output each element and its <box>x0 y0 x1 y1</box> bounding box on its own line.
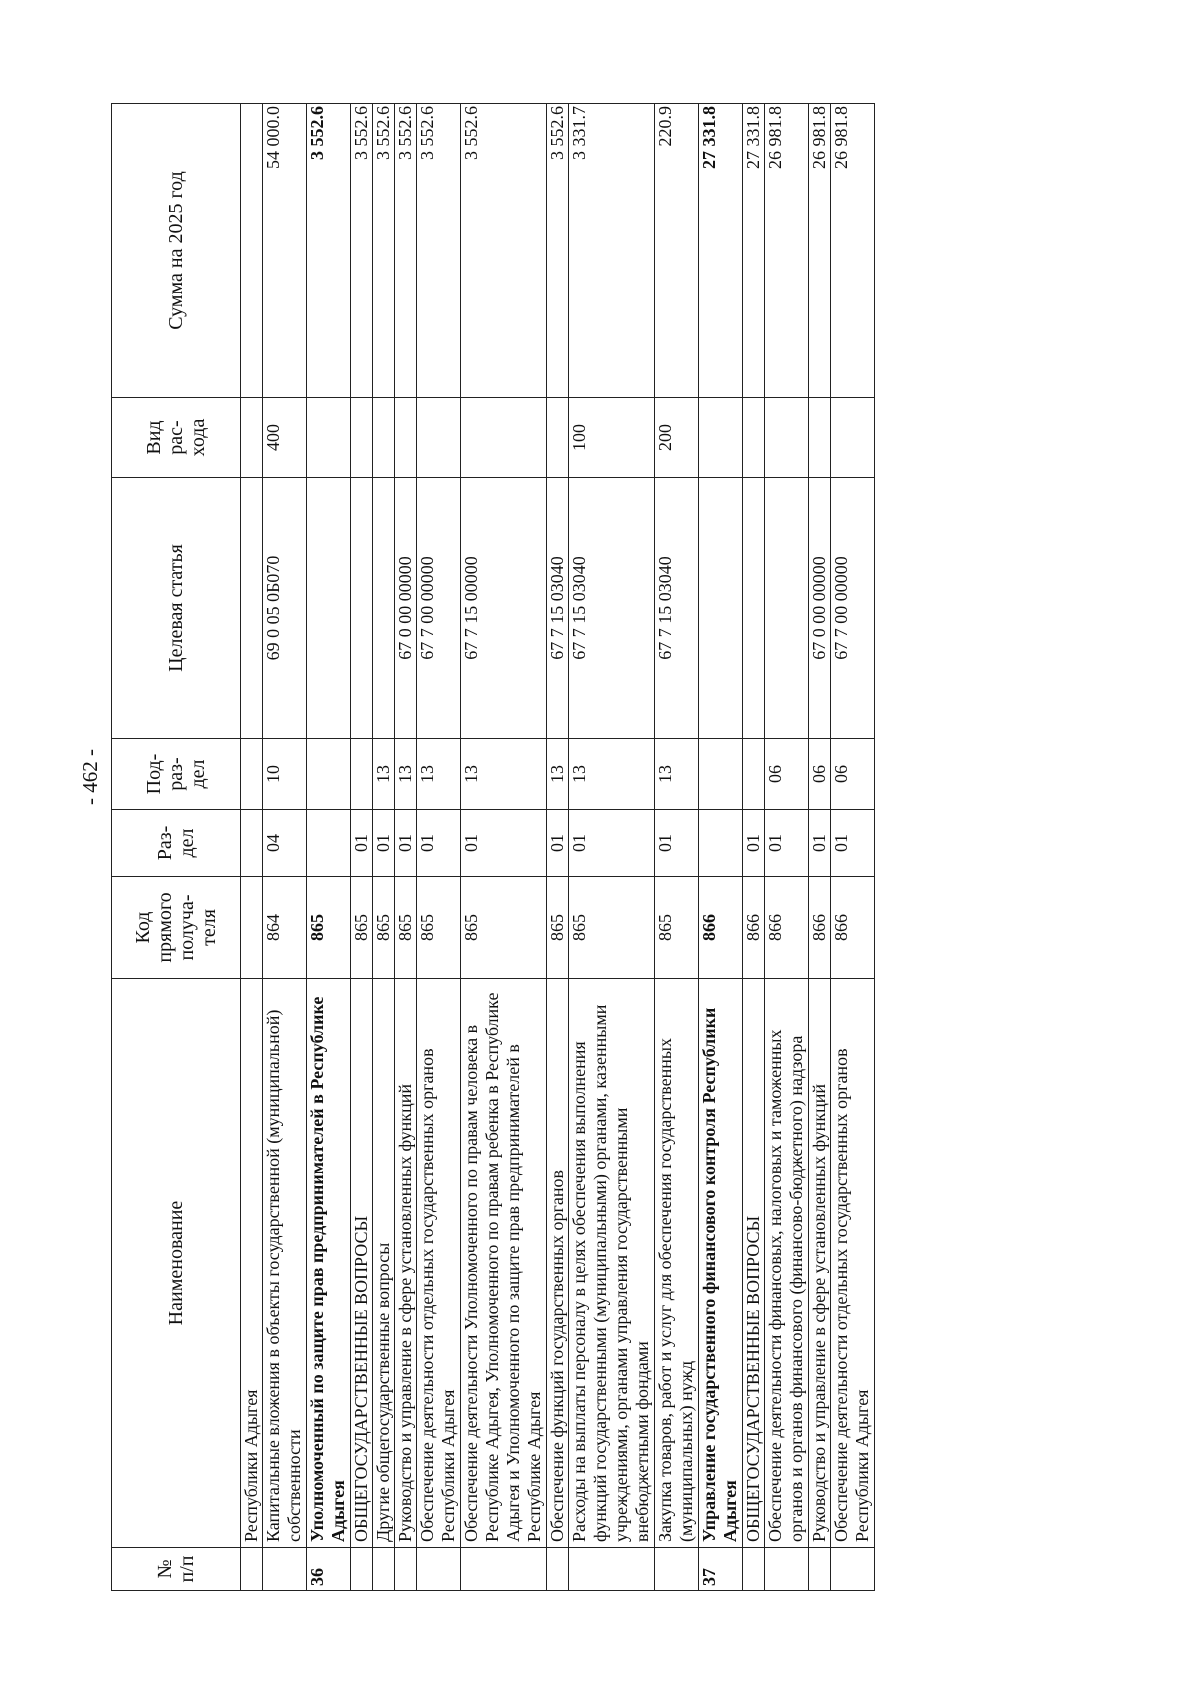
cell-expense-type: 400 <box>263 398 307 478</box>
cell-section: 01 <box>461 810 547 877</box>
cell-subsection <box>699 739 743 810</box>
header-expense-type: Вид рас-хода <box>112 398 241 478</box>
cell-expense-type <box>461 398 547 478</box>
cell-code: 866 <box>765 877 809 979</box>
cell-num <box>547 1548 569 1591</box>
cell-amount: 27 331.8 <box>699 104 743 398</box>
cell-name: Обеспечение функций государственных органов <box>547 979 569 1548</box>
cell-subsection: 06 <box>809 739 831 810</box>
cell-expense-type <box>307 398 351 478</box>
cell-subsection <box>307 739 351 810</box>
cell-section: 01 <box>351 810 373 877</box>
cell-amount <box>241 104 263 398</box>
cell-num: 37 <box>699 1548 743 1591</box>
cell-name: Уполномоченный по защите прав предпринимателей в Республике Адыгея <box>307 979 351 1548</box>
cell-name: Обеспечение деятельности финансовых, налоговых и таможенных органов и органов финансового (финансово-бюджетного) надзора <box>765 979 809 1548</box>
cell-section: 01 <box>547 810 569 877</box>
cell-name: Расходы на выплаты персоналу в целях обеспечения выполнения функций государственными (муниципальными) органами, казенными учреждениями, органами управления государственными внебюджетными фондами <box>569 979 655 1548</box>
cell-expense-type <box>395 398 417 478</box>
cell-section <box>241 810 263 877</box>
cell-section: 04 <box>263 810 307 877</box>
table-row <box>699 104 743 1591</box>
table-row <box>351 104 373 1591</box>
cell-amount: 3 552.6 <box>307 104 351 398</box>
cell-section: 01 <box>655 810 699 877</box>
cell-subsection: 13 <box>569 739 655 810</box>
cell-subsection <box>351 739 373 810</box>
table-row <box>809 104 831 1591</box>
cell-amount: 3 552.6 <box>351 104 373 398</box>
cell-amount: 26 981.8 <box>809 104 831 398</box>
cell-code: 865 <box>307 877 351 979</box>
header-name: Наименование <box>112 979 241 1548</box>
cell-article <box>351 478 373 739</box>
cell-code: 866 <box>743 877 765 979</box>
cell-expense-type: 100 <box>569 398 655 478</box>
cell-num <box>373 1548 395 1591</box>
cell-amount: 3 331.7 <box>569 104 655 398</box>
cell-amount: 3 552.6 <box>395 104 417 398</box>
cell-code: 865 <box>417 877 461 979</box>
cell-expense-type <box>241 398 263 478</box>
cell-article: 69 0 05 0Б070 <box>263 478 307 739</box>
header-num: № п/п <box>112 1548 241 1591</box>
cell-amount: 3 552.6 <box>417 104 461 398</box>
cell-code: 866 <box>809 877 831 979</box>
cell-amount: 27 331.8 <box>743 104 765 398</box>
cell-article: 67 7 00 00000 <box>417 478 461 739</box>
budget-table-container <box>111 104 1068 1591</box>
cell-amount: 3 552.6 <box>461 104 547 398</box>
cell-name: Другие общегосударственные вопросы <box>373 979 395 1548</box>
cell-num <box>351 1548 373 1591</box>
cell-section <box>307 810 351 877</box>
cell-subsection: 06 <box>765 739 809 810</box>
header-subsection: Под-раз-дел <box>112 739 241 810</box>
cell-amount: 3 552.6 <box>373 104 395 398</box>
cell-expense-type <box>699 398 743 478</box>
cell-amount: 3 552.6 <box>547 104 569 398</box>
cell-subsection <box>241 739 263 810</box>
cell-subsection: 13 <box>547 739 569 810</box>
cell-code: 864 <box>263 877 307 979</box>
cell-num <box>263 1548 307 1591</box>
table-row <box>547 104 569 1591</box>
cell-name: Капитальные вложения в объекты государственной (муниципальной) собственности <box>263 979 307 1548</box>
cell-name: ОБЩЕГОСУДАРСТВЕННЫЕ ВОПРОСЫ <box>743 979 765 1548</box>
cell-num: 36 <box>307 1548 351 1591</box>
table-row <box>307 104 351 1591</box>
cell-code: 865 <box>655 877 699 979</box>
cell-article: 67 7 15 00000 <box>461 478 547 739</box>
page-number: - 462 - <box>78 749 103 805</box>
cell-section: 01 <box>395 810 417 877</box>
cell-article: 67 7 15 03040 <box>547 478 569 739</box>
table-row <box>241 104 263 1591</box>
cell-amount: 54 000.0 <box>263 104 307 398</box>
cell-subsection: 13 <box>417 739 461 810</box>
cell-num <box>809 1548 831 1591</box>
cell-code: 865 <box>547 877 569 979</box>
cell-section: 01 <box>765 810 809 877</box>
table-row <box>655 104 699 1591</box>
cell-section: 01 <box>831 810 875 877</box>
cell-section: 01 <box>809 810 831 877</box>
header-section: Раз-дел <box>112 810 241 877</box>
cell-name: Руководство и управление в сфере установленных функций <box>395 979 417 1548</box>
cell-name: Обеспечение деятельности отдельных государственных органов Республики Адыгея <box>831 979 875 1548</box>
table-row <box>569 104 655 1591</box>
cell-num <box>241 1548 263 1591</box>
cell-article <box>743 478 765 739</box>
cell-subsection: 10 <box>263 739 307 810</box>
table-row <box>373 104 395 1591</box>
cell-article <box>307 478 351 739</box>
cell-article: 67 7 00 00000 <box>831 478 875 739</box>
header-article: Целевая статья <box>112 478 241 739</box>
cell-num <box>831 1548 875 1591</box>
cell-name: Обеспечение деятельности отдельных государственных органов Республики Адыгея <box>417 979 461 1548</box>
table-row <box>831 104 875 1591</box>
cell-code: 866 <box>699 877 743 979</box>
cell-num <box>395 1548 417 1591</box>
cell-section: 01 <box>569 810 655 877</box>
cell-expense-type <box>373 398 395 478</box>
cell-name: Управление государственного финансового контроля Республики Адыгея <box>699 979 743 1548</box>
cell-article: 67 7 15 03040 <box>569 478 655 739</box>
cell-num <box>461 1548 547 1591</box>
cell-code <box>241 877 263 979</box>
table-row <box>395 104 417 1591</box>
cell-article: 67 0 00 00000 <box>395 478 417 739</box>
header-amount: Сумма на 2025 год <box>112 104 241 398</box>
cell-name: Закупка товаров, работ и услуг для обеспечения государственных (муниципальных) нужд <box>655 979 699 1548</box>
cell-expense-type <box>417 398 461 478</box>
cell-expense-type <box>765 398 809 478</box>
cell-section: 01 <box>373 810 395 877</box>
cell-code: 865 <box>373 877 395 979</box>
table-row <box>765 104 809 1591</box>
cell-expense-type <box>351 398 373 478</box>
cell-article <box>241 478 263 739</box>
cell-article: 67 7 15 03040 <box>655 478 699 739</box>
cell-name: ОБЩЕГОСУДАРСТВЕННЫЕ ВОПРОСЫ <box>351 979 373 1548</box>
cell-num <box>743 1548 765 1591</box>
cell-code: 866 <box>831 877 875 979</box>
cell-amount: 220.9 <box>655 104 699 398</box>
cell-name: Республики Адыгея <box>241 979 263 1548</box>
cell-section <box>699 810 743 877</box>
cell-num <box>569 1548 655 1591</box>
cell-article <box>699 478 743 739</box>
cell-section: 01 <box>743 810 765 877</box>
cell-subsection: 13 <box>373 739 395 810</box>
cell-subsection <box>743 739 765 810</box>
table-header-row <box>112 104 241 1591</box>
cell-name: Обеспечение деятельности Уполномоченного по правам человека в Республике Адыгея, Уполномоченного по правам ребенка в Республике Адыгея и Уполномоченного по защите прав предпринимателей в Республике Адыгея <box>461 979 547 1548</box>
cell-subsection: 06 <box>831 739 875 810</box>
table-row <box>461 104 547 1591</box>
cell-expense-type <box>809 398 831 478</box>
table-row <box>743 104 765 1591</box>
cell-expense-type <box>743 398 765 478</box>
cell-expense-type: 200 <box>655 398 699 478</box>
cell-num <box>417 1548 461 1591</box>
cell-article <box>765 478 809 739</box>
cell-expense-type <box>831 398 875 478</box>
cell-name: Руководство и управление в сфере установленных функций <box>809 979 831 1548</box>
table-row <box>417 104 461 1591</box>
table-row <box>263 104 307 1591</box>
cell-expense-type <box>547 398 569 478</box>
cell-amount: 26 981.8 <box>765 104 809 398</box>
cell-subsection: 13 <box>395 739 417 810</box>
cell-code: 865 <box>569 877 655 979</box>
cell-subsection: 13 <box>655 739 699 810</box>
cell-num <box>655 1548 699 1591</box>
table-body <box>241 104 875 1591</box>
cell-amount: 26 981.8 <box>831 104 875 398</box>
cell-subsection: 13 <box>461 739 547 810</box>
cell-code: 865 <box>395 877 417 979</box>
cell-article: 67 0 00 00000 <box>809 478 831 739</box>
cell-num <box>765 1548 809 1591</box>
header-code: Код прямого получа-теля <box>112 877 241 979</box>
budget-table <box>111 103 875 1591</box>
cell-code: 865 <box>351 877 373 979</box>
cell-section: 01 <box>417 810 461 877</box>
cell-code: 865 <box>461 877 547 979</box>
cell-article <box>373 478 395 739</box>
